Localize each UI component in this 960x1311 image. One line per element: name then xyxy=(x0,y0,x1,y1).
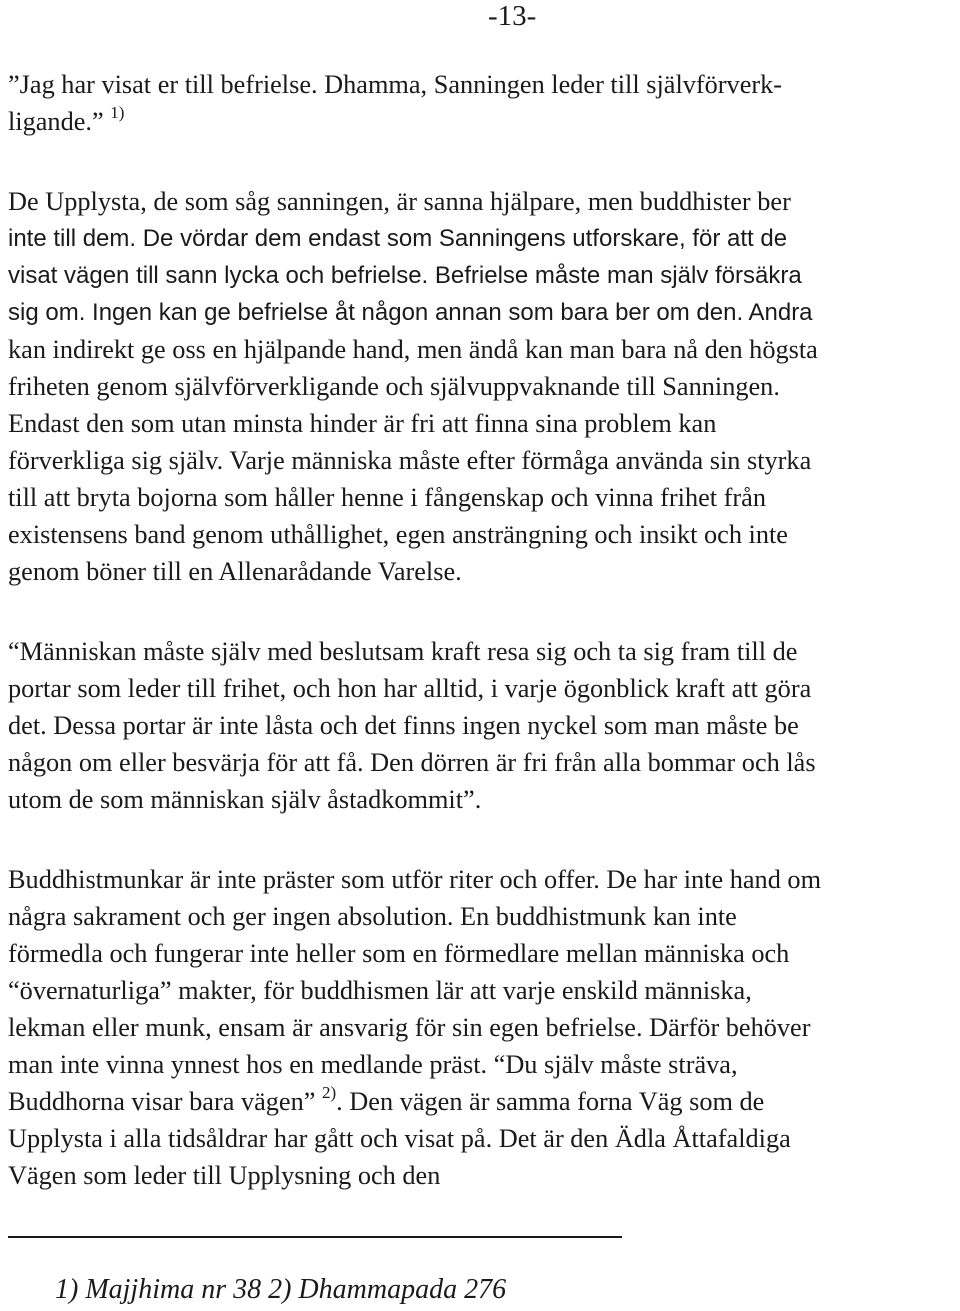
text-line: De Upplysta, de som såg sanningen, är sanna hjälpare, men buddhister ber xyxy=(8,187,791,216)
page-number: -13- xyxy=(488,0,537,32)
text-line: någon om eller besvärja för att få. Den dörren är fri från alla bommar och lås xyxy=(8,748,816,777)
text-line: lekman eller munk, ensam är ansvarig för sin egen befrielse. Därför behöver xyxy=(8,1013,811,1042)
text-line: till att bryta bojorna som håller henne i fångenskap och vinna frihet från xyxy=(8,483,766,512)
text-fragment: ligande.” xyxy=(8,107,111,136)
text-line: förmedla och fungerar inte heller som en förmedlare mellan människa och xyxy=(8,939,790,968)
text-line xyxy=(8,103,960,140)
quote-block xyxy=(8,66,960,140)
paragraph xyxy=(8,183,960,590)
text-line: man inte vinna ynnest hos en medlande präst. “Du själv måste sträva, xyxy=(8,1050,738,1079)
text-line: visat vägen till sann lycka och befrielse. Befrielse måste man själv försäkra xyxy=(8,262,802,289)
text-line: Endast den som utan minsta hinder är fri att finna sina problem kan xyxy=(8,409,717,438)
footnote-divider xyxy=(8,1236,622,1238)
text-line: existensens band genom uthållighet, egen ansträngning och insikt och inte xyxy=(8,520,788,549)
text-line: förverkliga sig själv. Varje människa måste efter förmåga använda sin styrka xyxy=(8,446,812,475)
paragraph xyxy=(8,861,960,1194)
text-line: utom de som människan själv åstadkommit”. xyxy=(8,785,482,814)
text-line: portar som leder till frihet, och hon har alltid, i varje ögonblick kraft att göra xyxy=(8,674,812,703)
text-line: friheten genom självförverkligande och självuppvaknande till Sanningen. xyxy=(8,372,780,401)
text-line: “övernaturliga” makter, för buddhismen lär att varje enskild människa, xyxy=(8,976,752,1005)
footnote-marker: 2) xyxy=(321,1083,337,1102)
text-line: några sakrament och ger ingen absolution. En buddhistmunk kan inte xyxy=(8,902,737,931)
text-line xyxy=(8,1083,960,1120)
text-fragment: Buddhorna visar bara vägen” xyxy=(8,1087,322,1116)
text-fragment: . Den vägen är samma forna Väg som de xyxy=(336,1087,765,1116)
text-line: ”Jag har visat er till befrielse. Dhamma, Sanningen leder till självförverk- xyxy=(8,70,783,99)
text-line: genom böner till en Allenarådande Varelse. xyxy=(8,557,462,586)
text-line: Vägen som leder till Upplysning och den xyxy=(8,1161,441,1190)
text-line: “Människan måste själv med beslutsam kraft resa sig och ta sig fram till de xyxy=(8,637,798,666)
text-line: sig om. Ingen kan ge befrielse åt någon annan som bara ber om den. Andra xyxy=(8,299,813,326)
paragraph xyxy=(8,633,960,818)
footnote-marker: 1) xyxy=(110,103,125,122)
text-line: kan indirekt ge oss en hjälpande hand, men ändå kan man bara nå den högsta xyxy=(8,335,818,364)
text-line: Buddhistmunkar är inte präster som utför riter och offer. De har inte hand om xyxy=(8,865,822,894)
text-line: det. Dessa portar är inte låsta och det finns ingen nyckel som man måste be xyxy=(8,711,799,740)
footnotes: 1) Majjhima nr 38 2) Dhammapada 276 xyxy=(55,1274,507,1305)
text-line: Upplysta i alla tidsåldrar har gått och visat på. Det är den Ädla Åttafaldiga xyxy=(8,1124,791,1153)
text-line: inte till dem. De vördar dem endast som Sanningens utforskare, för att de xyxy=(8,225,788,252)
